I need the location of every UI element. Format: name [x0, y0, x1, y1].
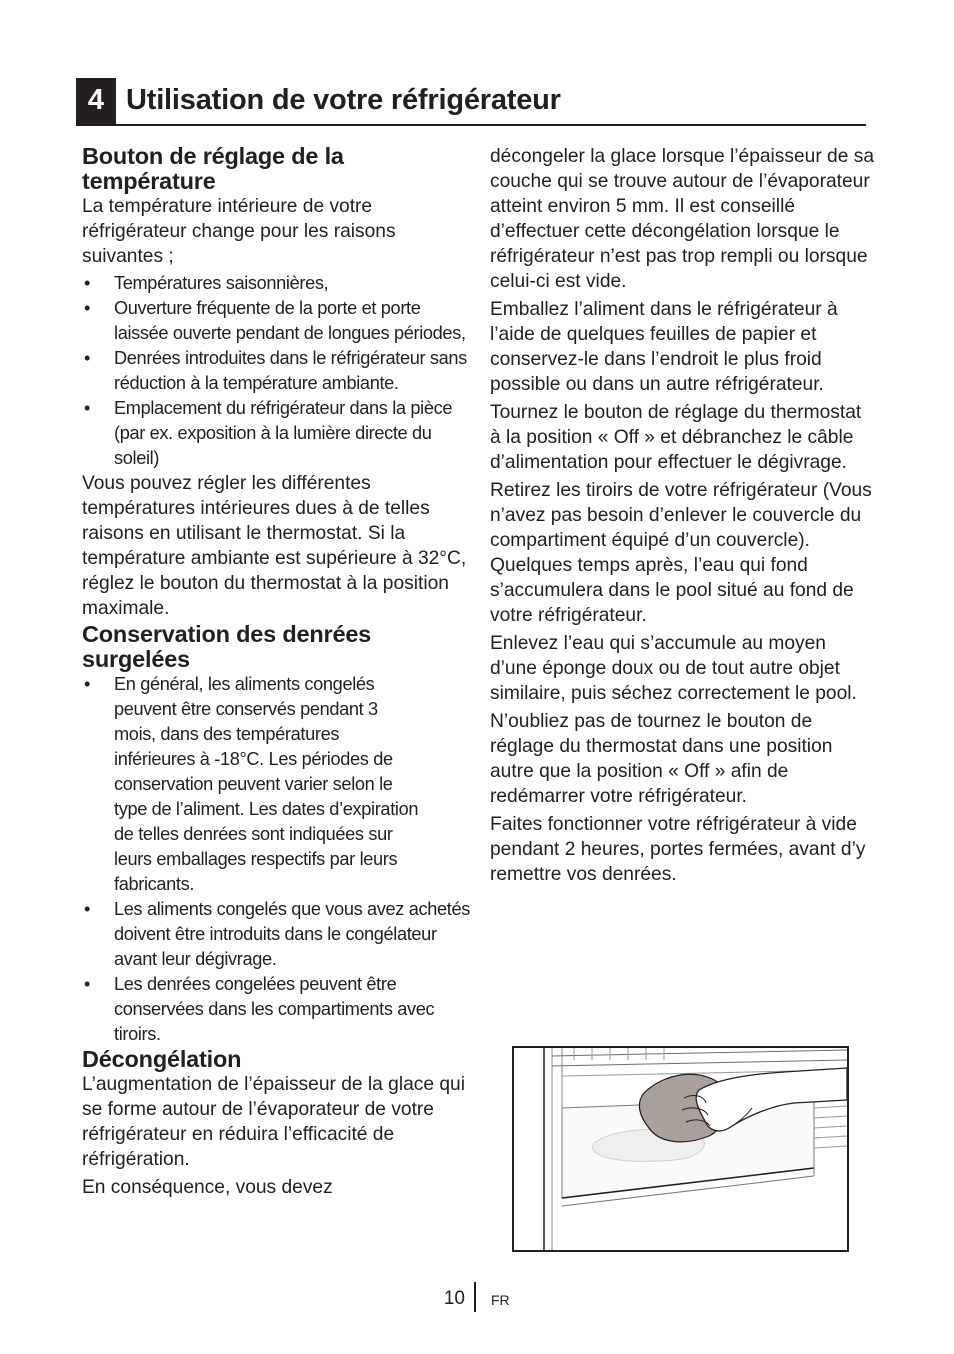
paragraph: décongeler la glace lorsque l’épaisseur de sa couche qui se trouve autour de l’évaporateur atteint environ 5 mm. Il est conseillé d’effectuer cette décongélation lorsque le réfrigérateur n’est pas trop rempli ou lorsque celui-ci est vide.: [490, 146, 874, 292]
paragraph: N’oubliez pas de tournez le bouton de réglage du thermostat dans une position autre que la position « Off » afin de redémarrer votre réfrigérateur.: [490, 711, 833, 807]
list-item: • Denrées introduites dans le réfrigérateur sans réduction à la température ambiante.: [82, 346, 470, 396]
paragraph: En conséquence, vous devez: [82, 1177, 333, 1198]
paragraph: Emballez l’aliment dans le réfrigérateur à l’aide de quelques feuilles de papier et conservez-le dans l’endroit le plus froid possible ou dans un autre réfrigérateur.: [490, 299, 838, 395]
list-item: • Ouverture fréquente de la porte et porte laissée ouverte pendant de longues périodes,: [82, 296, 470, 346]
heading-thermostat: Bouton de réglage de la température: [82, 143, 344, 194]
list-item: • Les aliments congelés que vous avez achetés doivent être introduits dans le congélateur avant leur dégivrage.: [82, 897, 470, 972]
bullet-list: [82, 271, 470, 471]
footer-divider: [474, 1282, 476, 1312]
list-item: • Températures saisonnières,: [82, 271, 470, 296]
list-item: • Emplacement du réfrigérateur dans la pièce (par ex. exposition à la lumière directe du soleil): [82, 396, 470, 471]
paragraph: Enlevez l’eau qui s’accumule au moyen d’une éponge doux ou de tout autre objet similaire, puis séchez correctement le pool.: [490, 633, 857, 704]
paragraph: Retirez les tiroirs de votre réfrigérateur (Vous n’avez pas besoin d’enlever le couvercle du compartiment équipé d’un couvercle). Quelques temps après, l’eau qui fond s’accumulera dans le pool situé au fond de votre réfrigérateur.: [490, 480, 872, 626]
language-code: FR: [491, 1292, 510, 1308]
bullet-list: [82, 672, 470, 1047]
right-column: [490, 144, 876, 887]
paragraph: Tournez le bouton de réglage du thermostat à la position « Off » et débranchez le câble d’alimentation pour effectuer le dégivrage.: [490, 402, 862, 473]
defrost-illustration: [512, 1046, 849, 1252]
chapter-header: [76, 78, 866, 126]
heading-defrost: Décongélation: [82, 1046, 242, 1072]
paragraph: La température intérieure de votre réfrigérateur change pour les raisons suivantes ;: [82, 196, 396, 267]
heading-frozen: Conservation des denrées surgelées: [82, 621, 372, 672]
left-column: [82, 144, 470, 1200]
paragraph: L’augmentation de l’épaisseur de la glace qui se forme autour de l’évaporateur de votre réfrigérateur en réduira l’efficacité de réfrigération.: [82, 1074, 465, 1170]
paragraph: Vous pouvez régler les différentes températures intérieures dues à de telles raisons en utilisant le thermostat. Si la température ambiante est supérieure à 32°C, réglez le bouton du thermostat à la position maximale.: [82, 473, 467, 619]
page-number: 10: [443, 1288, 465, 1309]
list-item: • Les denrées congelées peuvent être conservées dans les compartiments avec tiroirs.: [82, 972, 470, 1047]
paragraph: Faites fonctionner votre réfrigérateur à vide pendant 2 heures, portes fermées, avant d’y remettre vos denrées.: [490, 814, 866, 885]
wiping-fridge-image: [514, 1048, 847, 1250]
chapter-number: 4: [76, 78, 116, 124]
chapter-title: Utilisation de votre réfrigérateur: [126, 84, 561, 116]
list-item: • En général, les aliments congelés peuvent être conservés pendant 3 mois, dans des températures inférieures à -18°C. Les périodes de conservation peuvent varier selon le type de l’aliment. Les dates d’expiration de telles denrées sont indiquées sur leurs emballages respectifs par leurs fabricants.: [82, 672, 470, 897]
